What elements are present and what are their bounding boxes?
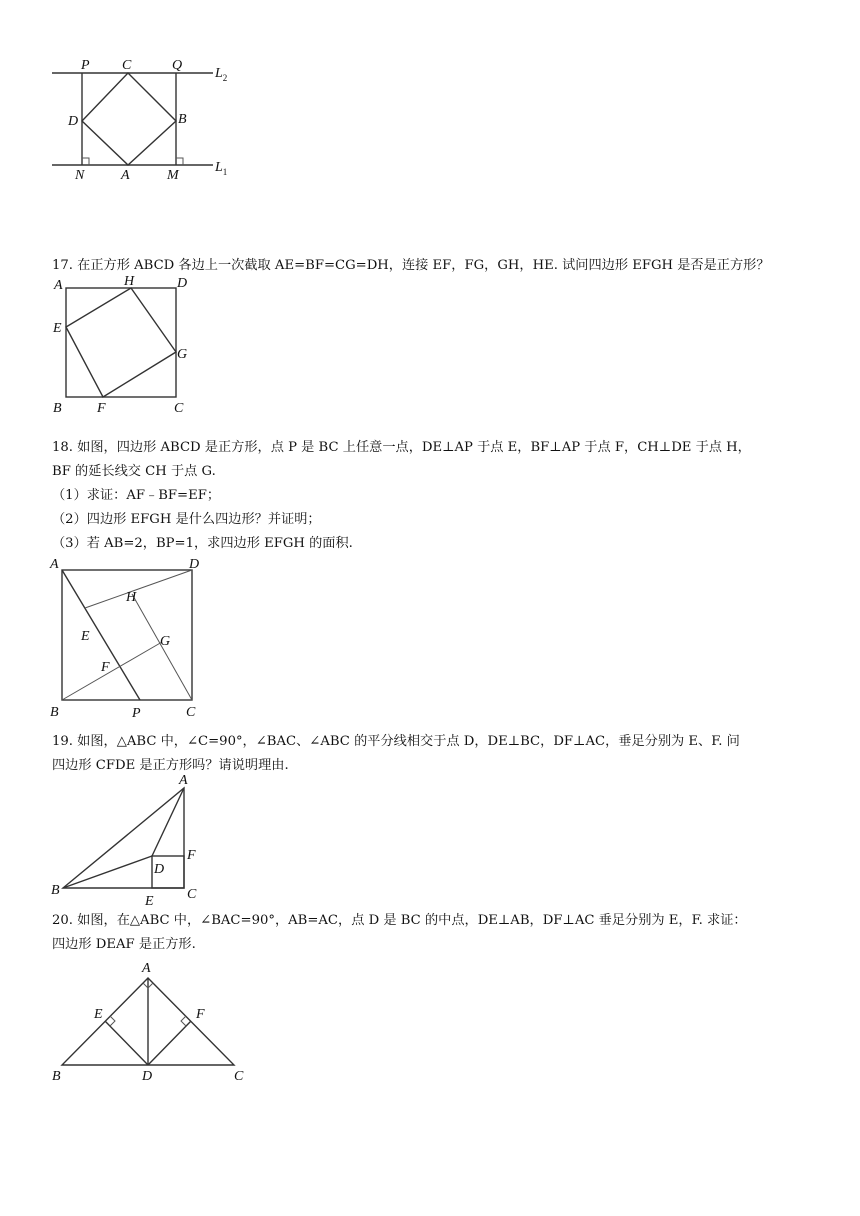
- question-17-text: 17. 在正方形 ABCD 各边上一次截取 AE=BF=CG=DH，连接 EF，FG，GH，HE. 试问四边形 EFGH 是否是正方形？: [52, 258, 770, 273]
- label-l1: $L_1$: [215, 160, 228, 177]
- label-a: A: [179, 773, 188, 788]
- segment-ad: [152, 788, 184, 856]
- label-b: B: [52, 1069, 61, 1084]
- label-g: G: [177, 347, 188, 362]
- label-a: A: [121, 168, 130, 183]
- question-19-line-1: 19. 如图，△ABC 中，∠C=90°，∠BAC、∠ABC 的平分线相交于点 D，DE⊥BC，DF⊥AC，垂足分别为 E、F. 问: [52, 734, 740, 749]
- question-18-part-3: （3）若 AB=2，BP=1，求四边形 EFGH 的面积.: [52, 536, 353, 551]
- label-p: P: [132, 706, 141, 721]
- segment-de: [105, 1021, 148, 1065]
- question-18-line-1: 18. 如图，四边形 ABCD 是正方形，点 P 是 BC 上任意一点，DE⊥AP 于点 E，BF⊥AP 于点 F，CH⊥DE 于点 H，: [52, 440, 751, 455]
- label-d: D: [154, 862, 165, 877]
- label-f: F: [97, 401, 106, 416]
- question-19-line-2: 四边形 CFDE 是正方形吗？请说明理由.: [52, 758, 289, 773]
- question-18-part-1: （1）求证：AF﹣BF=EF；: [52, 488, 221, 503]
- figure-17-diagram: [48, 272, 208, 417]
- label-h: H: [126, 590, 137, 605]
- figure-20-diagram: [48, 958, 258, 1088]
- right-angle-f: [181, 1016, 186, 1026]
- label-d: D: [142, 1069, 153, 1084]
- label-c: C: [234, 1069, 244, 1084]
- label-d: D: [68, 114, 79, 129]
- square-acbd: [82, 73, 176, 165]
- label-b: B: [51, 883, 60, 898]
- question-19-text: [52, 730, 812, 778]
- question-20-line-1: 20. 如图，在△ABC 中，∠BAC=90°，AB=AC，点 D 是 BC 的中点，DE⊥AB，DF⊥AC 垂足分别为 E，F. 求证：: [52, 913, 747, 928]
- segment-bd: [63, 856, 152, 888]
- question-20-line-2: 四边形 DEAF 是正方形.: [52, 937, 196, 952]
- question-20-text: [52, 909, 812, 957]
- label-q: Q: [172, 58, 183, 73]
- right-angle-m: [176, 158, 183, 165]
- label-d: D: [189, 557, 200, 572]
- label-c: C: [122, 58, 132, 73]
- figure-18: [48, 554, 218, 724]
- label-m: M: [167, 168, 179, 183]
- square-efgh: [66, 288, 176, 397]
- label-f: F: [101, 660, 110, 675]
- label-e: E: [81, 629, 90, 644]
- question-18-part-2: （2）四边形 EFGH 是什么四边形？并证明；: [52, 512, 321, 527]
- label-p: P: [81, 58, 90, 73]
- label-g: G: [160, 634, 171, 649]
- label-d: D: [177, 276, 188, 291]
- label-e: E: [94, 1007, 103, 1022]
- segment-de: [85, 570, 192, 608]
- label-c: C: [187, 887, 197, 902]
- label-l2: $L_2$: [215, 66, 228, 83]
- question-18-line-2: BF 的延长线交 CH 于点 G.: [52, 464, 216, 479]
- figure-17: [48, 272, 208, 417]
- figure-18-diagram: [48, 554, 218, 724]
- label-c: C: [186, 705, 196, 720]
- figure-20: [48, 958, 258, 1088]
- label-e: E: [145, 894, 154, 909]
- label-e: E: [53, 321, 62, 336]
- label-h: H: [124, 274, 135, 289]
- square-abcd: [66, 288, 176, 397]
- segment-bg: [62, 642, 162, 700]
- right-angle-n: [82, 158, 89, 165]
- label-b: B: [178, 112, 187, 127]
- question-18-text: [52, 436, 812, 556]
- label-a: A: [142, 961, 151, 976]
- label-b: B: [53, 401, 62, 416]
- figure-16: [48, 55, 248, 185]
- figure-19-diagram: [48, 772, 218, 909]
- label-f: F: [196, 1007, 205, 1022]
- label-a: A: [50, 557, 59, 572]
- label-a: A: [54, 278, 63, 293]
- label-n: N: [75, 168, 85, 183]
- label-b: B: [50, 705, 59, 720]
- triangle-abc: [63, 788, 184, 888]
- label-c: C: [174, 401, 184, 416]
- segment-df: [148, 1021, 191, 1065]
- figure-16-diagram: [48, 55, 248, 185]
- figure-19: [48, 772, 218, 909]
- right-angle-e: [110, 1016, 115, 1026]
- label-f: F: [187, 848, 196, 863]
